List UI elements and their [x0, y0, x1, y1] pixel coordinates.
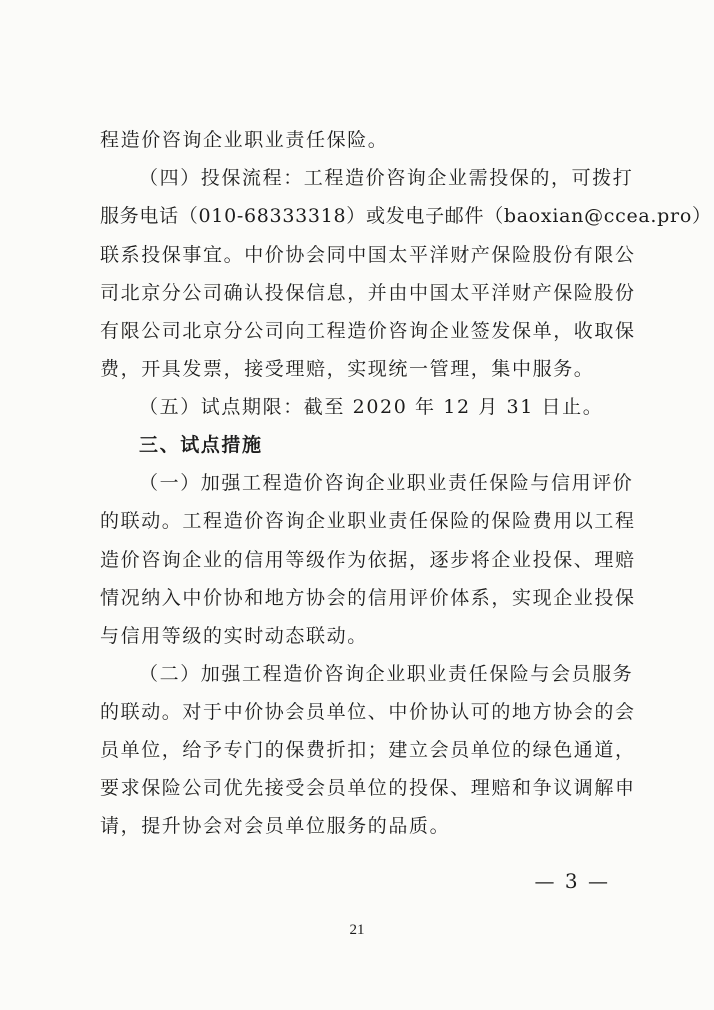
text-line-14: 与信用等级的实时动态联动。: [100, 625, 368, 647]
text-line-18: 要求保险公司优先接受会员单位的投保、理赔和争议调解申: [100, 777, 636, 799]
section-heading-measures: 三、试点措施: [139, 434, 263, 456]
text-line-6: 有限公司北京分公司向工程造价咨询企业签发保单，收取保: [100, 320, 636, 342]
text-line-16: 的联动。对于中价协会员单位、中价协认可的地方协会的会: [100, 701, 636, 723]
text-line-3: 服务电话（010-68333318）或发电子邮件（baoxian@ccea.pro）: [100, 205, 712, 227]
text-line-15: （二）加强工程造价咨询企业职业责任保险与会员服务: [139, 663, 634, 685]
text-line-5: 司北京分公司确认投保信息，并由中国太平洋财产保险股份: [100, 282, 636, 304]
text-line-11: 的联动。工程造价咨询企业职业责任保险的保险费用以工程: [100, 510, 636, 532]
text-line-13: 情况纳入中价协和地方协会的信用评价体系，实现企业投保: [100, 587, 636, 609]
footer-page-number: 21: [349, 922, 365, 938]
text-line-10: （一）加强工程造价咨询企业职业责任保险与信用评价: [139, 472, 634, 494]
text-line-17: 员单位，给予专门的保费折扣；建立会员单位的绿色通道，: [100, 739, 636, 761]
text-line-4: 联系投保事宜。中价协会同中国太平洋财产保险股份有限公: [100, 244, 636, 266]
text-line-12: 造价咨询企业的信用等级作为依据，逐步将企业投保、理赔: [100, 549, 636, 571]
text-line-2: （四）投保流程：工程造价咨询企业需投保的，可拨打: [139, 167, 634, 189]
text-line-19: 请，提升协会对会员单位服务的品质。: [100, 815, 451, 837]
text-line-1: 程造价咨询企业职业责任保险。: [100, 129, 389, 151]
text-line-8: （五）试点期限：截至 2020 年 12 月 31 日止。: [139, 396, 604, 418]
text-line-7: 费，开具发票，接受理赔，实现统一管理，集中服务。: [100, 358, 595, 380]
page-number: — 3 —: [534, 869, 610, 893]
